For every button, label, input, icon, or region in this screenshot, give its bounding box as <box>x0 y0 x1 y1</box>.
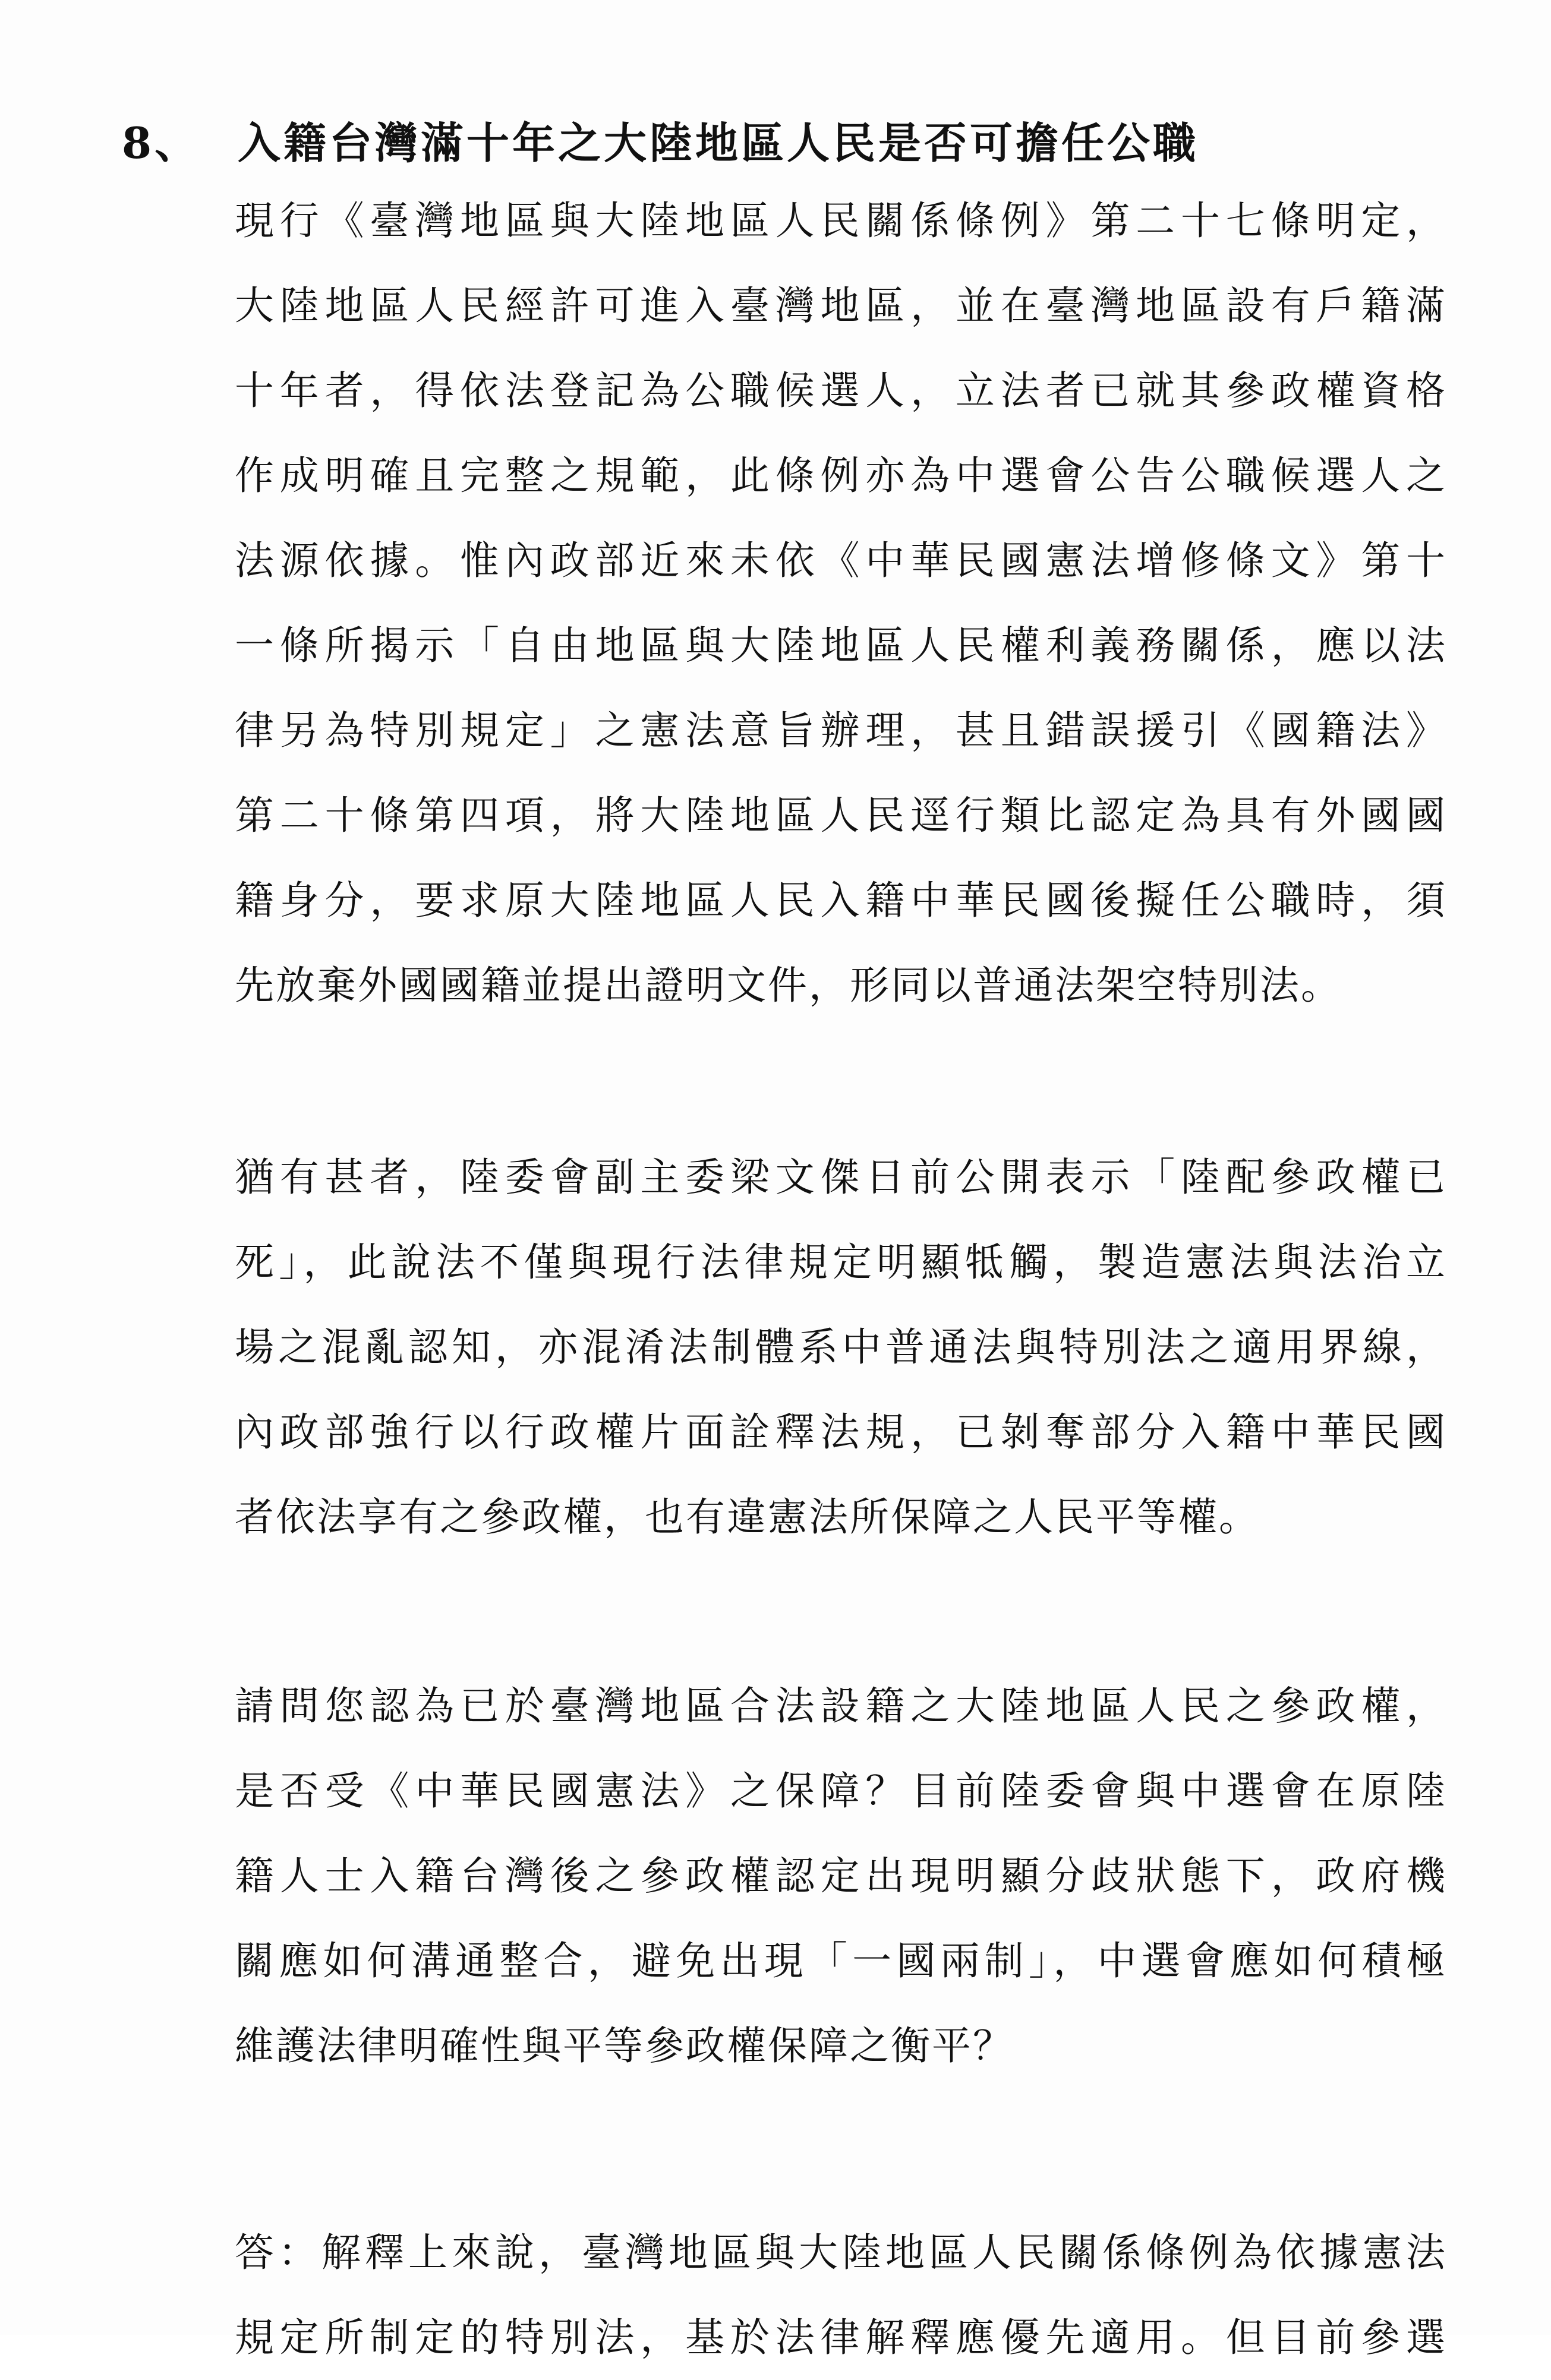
paragraph-question <box>235 1664 1447 2088</box>
paragraph-line: 先放棄外國國籍並提出證明文件，形同以普通法架空特別法。 <box>235 962 1342 1008</box>
paragraph-line: 十年者，得依法登記為公職候選人，立法者已就其參政權資格 <box>235 368 1447 413</box>
paragraph-spacer <box>235 1028 1447 1135</box>
paragraph-line: 作成明確且完整之規範，此條例亦為中選會公告公職候選人之 <box>235 453 1447 498</box>
paragraph-line: 請問您認為已於臺灣地區合法設籍之大陸地區人民之參政權， <box>235 1683 1447 1729</box>
paragraph-line: 答：解釋上來說，臺灣地區與大陸地區人民關係條例為依據憲法 <box>235 2230 1447 2275</box>
paragraph-line: 律另為特別規定」之憲法意旨辦理，甚且錯誤援引《國籍法》 <box>235 708 1447 753</box>
paragraph-concern <box>235 1135 1447 1560</box>
paragraph-line: 籍身分，要求原大陸地區人民入籍中華民國後擬任公職時，須 <box>235 877 1447 923</box>
paragraph-line: 者依法享有之參政權，也有違憲法所保障之人民平等權。 <box>235 1494 1260 1540</box>
paragraph-line: 籍人士入籍台灣後之參政權認定出現明顯分歧狀態下，政府機 <box>235 1853 1447 1899</box>
paragraph-line: 第二十條第四項，將大陸地區人民逕行類比認定為具有外國國 <box>235 793 1447 838</box>
paragraph-line: 規定所制定的特別法，基於法律解釋應優先適用。但目前參選 <box>235 2315 1447 2360</box>
paragraph-line: 大陸地區人民經許可進入臺灣地區，並在臺灣地區設有戶籍滿 <box>235 283 1447 329</box>
section-heading <box>122 107 1489 172</box>
paragraph-line: 現行《臺灣地區與大陸地區人民關係條例》第二十七條明定， <box>235 198 1447 244</box>
document-body <box>235 178 1447 2380</box>
paragraph-background <box>235 178 1447 1028</box>
paragraph-spacer <box>235 2088 1447 2210</box>
paragraph-line: 是否受《中華民國憲法》之保障？目前陸委會與中選會在原陸 <box>235 1768 1447 1814</box>
paragraph-line: 法源依據。惟內政部近來未依《中華民國憲法增修條文》第十 <box>235 538 1447 583</box>
paragraph-line: 一條所揭示「自由地區與大陸地區人民權利義務關係，應以法 <box>235 623 1447 668</box>
paragraph-spacer <box>235 1560 1447 1664</box>
section-number: 8、 <box>122 118 201 168</box>
paragraph-line: 內政部強行以行政權片面詮釋法規，已剝奪部分入籍中華民國 <box>235 1409 1447 1455</box>
paragraph-line: 關應如何溝通整合，避免出現「一國兩制」，中選會應如何積極 <box>235 1938 1447 1984</box>
paragraph-line: 維護法律明確性與平等參政權保障之衡平？ <box>235 2023 1014 2069</box>
section-title: 入籍台灣滿十年之大陸地區人民是否可擔任公職 <box>238 118 1199 168</box>
paragraph-line: 場之混亂認知，亦混淆法制體系中普通法與特別法之適用界線， <box>235 1324 1447 1370</box>
paragraph-line: 猶有甚者，陸委會副主委梁文傑日前公開表示「陸配參政權已 <box>235 1154 1447 1200</box>
paragraph-line: 死」，此說法不僅與現行法律規定明顯牴觸，製造憲法與法治立 <box>235 1239 1447 1285</box>
paragraph-answer <box>235 2210 1447 2380</box>
